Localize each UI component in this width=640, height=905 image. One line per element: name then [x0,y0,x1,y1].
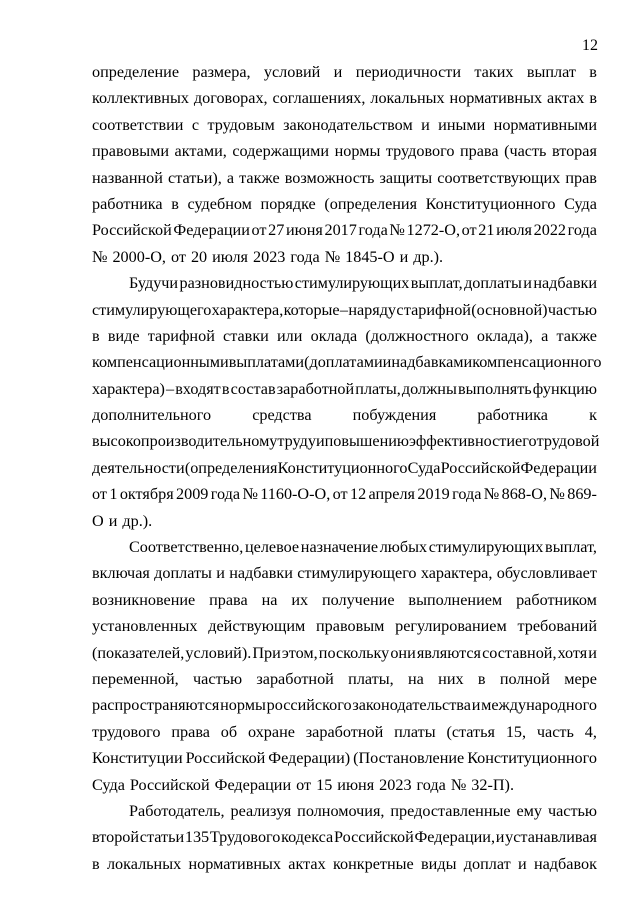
text-line: второй статьи 135 Трудового кодекса Российской Федерации, и устанавливая [92,828,597,847]
text-line: дополнительного средства побуждения работника к [92,406,597,425]
text-line: Конституции Российской Федерации) (Постановление Конституционного [92,749,597,768]
text-line: деятельности (определения Конституционного Суда Российской Федерации [92,458,597,477]
text-line: работника в судебном порядке (определения Конституционного Суда [92,194,597,213]
document-body [92,59,602,877]
text-line: соответствии с трудовым законодательством и иными нормативными [92,115,597,134]
page-number: 12 [582,37,598,54]
text-line: включая доплаты и надбавки стимулирующего характера, обусловливает [92,564,597,583]
paragraph [92,270,602,534]
text-line: высокопроизводительному труду и повышению эффективности его трудовой [92,432,600,451]
text-line: в виде тарифной ставки или оклада (должностного оклада), а также [92,326,597,345]
text-line: Соответственно, целевое назначение любых стимулирующих выплат, [129,538,597,557]
text-line: характера) – входят в состав заработной платы, должны выполнять функцию [92,379,597,398]
text-line: Будучи разновидностью стимулирующих выплат, доплаты и надбавки [129,274,597,293]
text-line: коллективных договорах, соглашениях, локальных нормативных актах в [92,89,597,108]
text-line: Работодатель, реализуя полномочия, предоставленные ему частью [129,801,597,820]
text-line: установленных действующим правовым регулированием требований [92,617,597,636]
text-line: (показателей, условий). При этом, поскольку они являются составной, хотя и [92,643,597,662]
text-line: переменной, частью заработной платы, на них в полной мере [92,669,597,688]
text-line: Российской Федерации от 27 июня 2017 года № 1272-О, от 21 июля 2022 года [92,221,597,240]
text-line: компенсационными выплатами (доплатами и надбавками компенсационного [92,353,602,372]
text-line: О и др.). [92,511,153,530]
text-line: стимулирующего характера, которые – наряду с тарифной (основной) частью [92,300,597,319]
text-line: определение размера, условий и периодичности таких выплат в [92,63,597,81]
text-line: трудового права об охране заработной платы (статья 15, часть 4, [92,722,597,741]
text-line: возникновение права на их получение выполнением работником [92,590,597,609]
paragraph [92,534,597,798]
text-line: в локальных нормативных актах конкретные виды доплат и надбавок [92,854,597,873]
text-line: правовыми актами, содержащими нормы трудового права (часть вторая [92,142,597,161]
text-line: от 1 октября 2009 года № 1160-О-О, от 12 апреля 2019 года № 868-О, № 869- [92,485,597,504]
paragraph [92,798,597,877]
text-line: № 2000-О, от 20 июля 2023 года № 1845-О и др.). [92,247,444,266]
text-line: распространяются нормы российского законодательства и международного [92,696,597,715]
text-line: Суда Российской Федерации от 15 июня 2023 года № 32-П). [92,775,514,794]
text-line: названной статьи), а также возможность защиты соответствующих прав [92,168,597,187]
paragraph [92,59,597,270]
